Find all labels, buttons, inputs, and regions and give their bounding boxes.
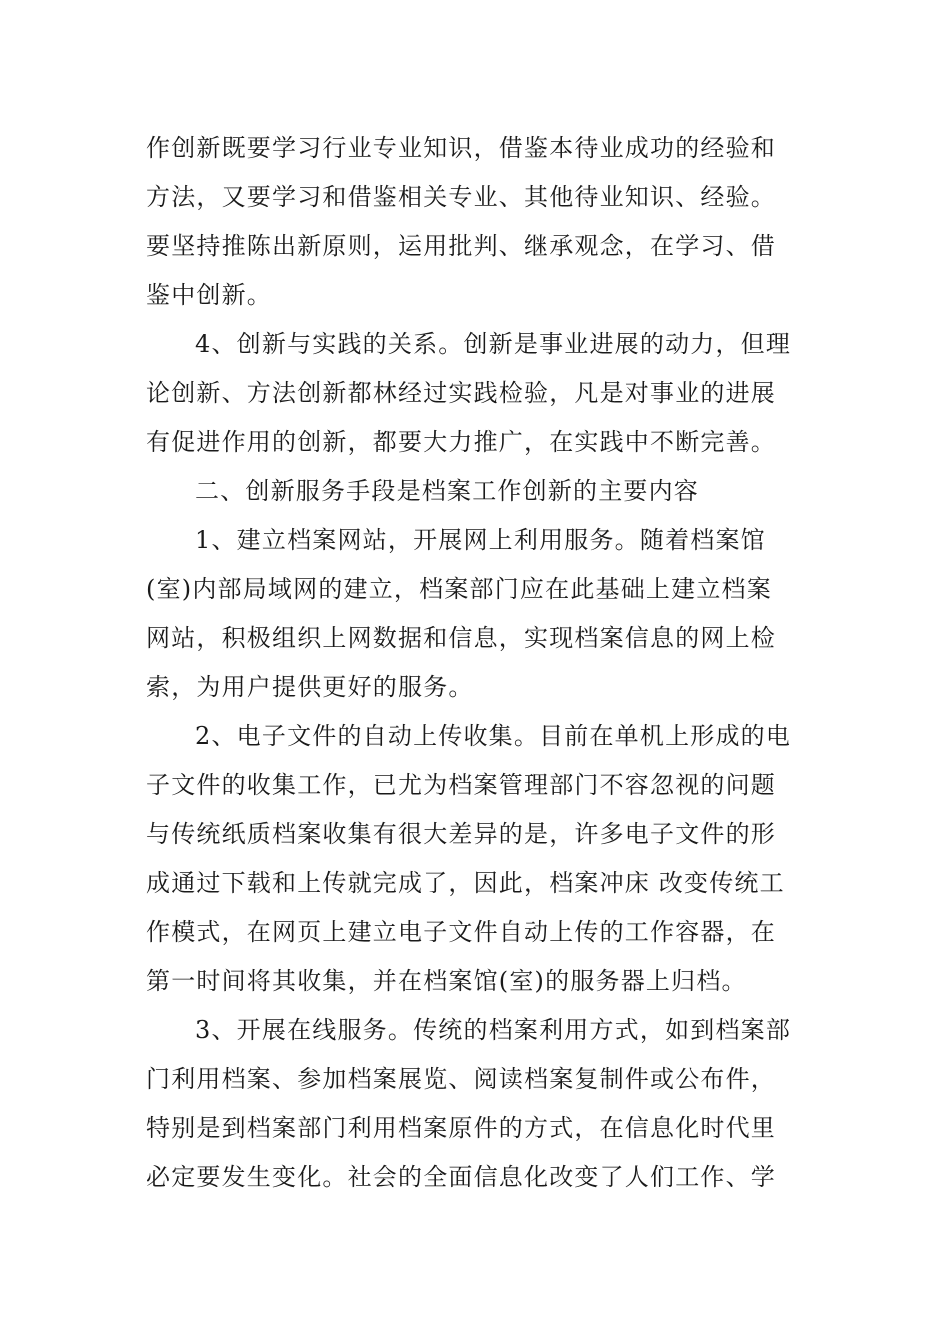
text-line: 第一时间将其收集，并在档案馆(室)的服务器上归档。	[146, 967, 747, 995]
text-line: 论创新、方法创新都林经过实践检验，凡是对事业的进展	[146, 379, 776, 407]
paragraph-start-line: 1、建立档案网站，开展网上利用服务。随着档案馆	[195, 526, 766, 554]
text-line: 要坚持推陈出新原则，运用批判、继承观念，在学习、借	[146, 232, 776, 260]
text-line: 索，为用户提供更好的服务。	[146, 673, 474, 701]
text-line: 方法，又要学习和借鉴相关专业、其他待业知识、经验。	[146, 183, 776, 211]
paragraph-start-line: 3、开展在线服务。传统的档案利用方式，如到档案部	[195, 1016, 792, 1044]
text-line: 有促进作用的创新，都要大力推广，在实践中不断完善。	[146, 428, 776, 456]
text-line: 作创新既要学习行业专业知识，借鉴本待业成功的经验和	[146, 134, 776, 162]
text-line: 鉴中创新。	[146, 281, 272, 309]
text-line: 子文件的收集工作，已尤为档案管理部门不容忽视的问题	[146, 771, 776, 799]
document-body	[146, 124, 810, 1202]
text-line: 与传统纸质档案收集有很大差异的是，许多电子文件的形	[146, 820, 776, 848]
text-line: 成通过下载和上传就完成了，因此，档案冲床 改变传统工	[146, 869, 785, 897]
section-heading: 二、创新服务手段是档案工作创新的主要内容	[195, 477, 699, 505]
paragraph-start-line: 2、电子文件的自动上传收集。目前在单机上形成的电	[195, 722, 792, 750]
text-line: 网站，积极组织上网数据和信息，实现档案信息的网上检	[146, 624, 776, 652]
text-line: 作模式，在网页上建立电子文件自动上传的工作容器，在	[146, 918, 776, 946]
text-line: 必定要发生变化。社会的全面信息化改变了人们工作、学	[146, 1163, 776, 1191]
text-line: 门利用档案、参加档案展览、阅读档案复制件或公布件，	[146, 1065, 776, 1093]
text-line: 特别是到档案部门利用档案原件的方式，在信息化时代里	[146, 1114, 776, 1142]
paragraph-start-line: 4、创新与实践的关系。创新是事业进展的动力，但理	[195, 330, 792, 358]
text-line: (室)内部局域网的建立，档案部门应在此基础上建立档案	[146, 575, 772, 603]
